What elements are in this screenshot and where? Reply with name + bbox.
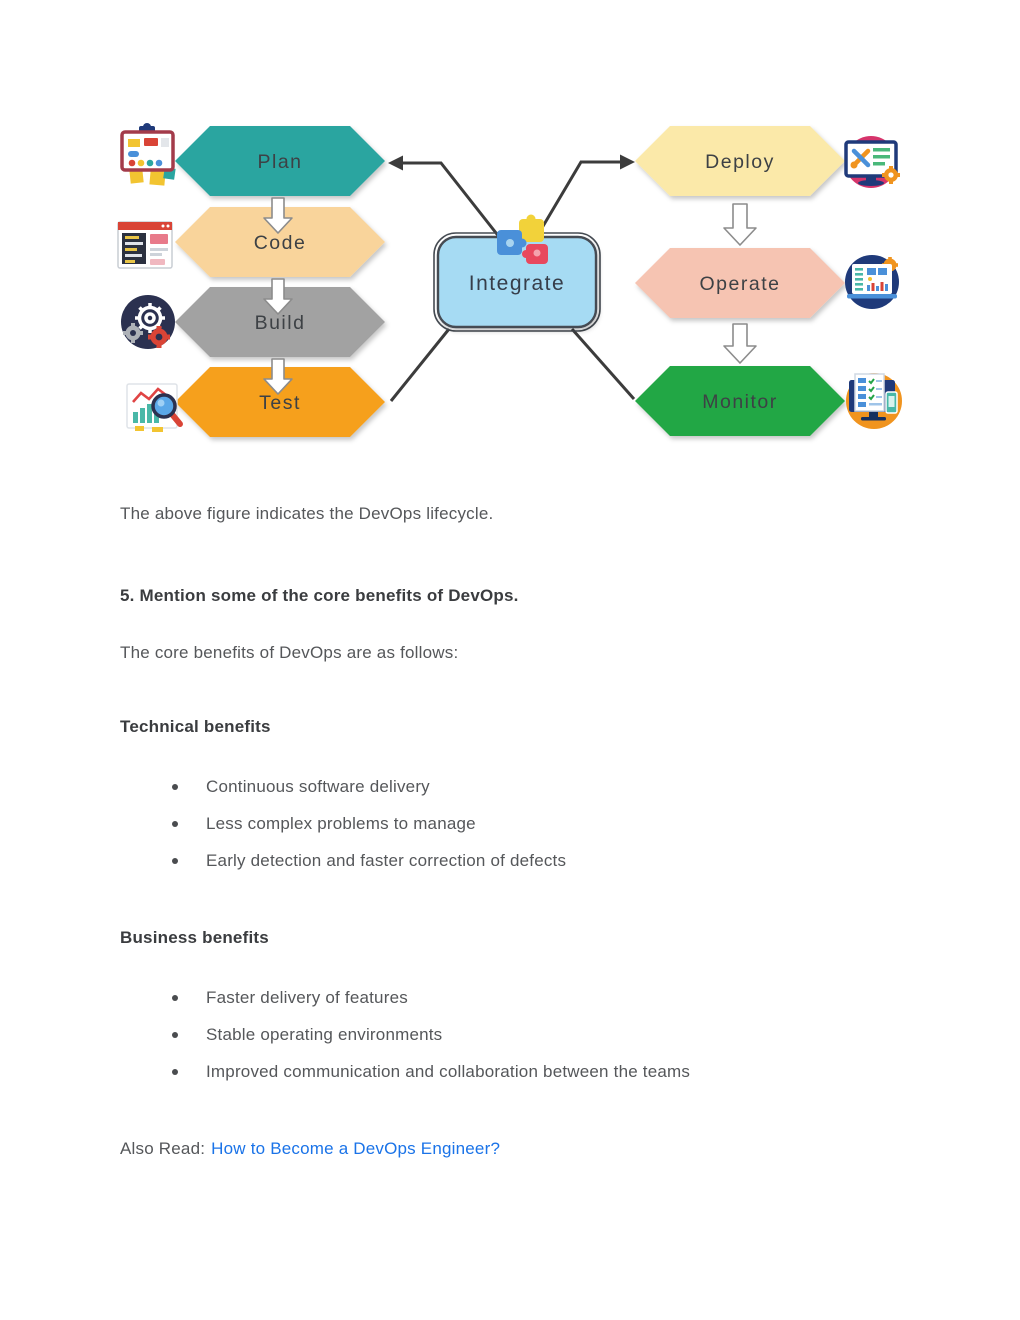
bullet-text: Stable operating environments [206, 1025, 443, 1044]
label-test: Test [259, 392, 301, 414]
business-benefits-list [172, 988, 690, 1099]
bullet-dot [172, 784, 178, 790]
gears-icon [121, 295, 175, 349]
question-heading: 5. Mention some of the core benefits of DevOps. [120, 586, 519, 605]
list-item [172, 1062, 690, 1082]
bullet-dot [172, 858, 178, 864]
label-build: Build [254, 312, 306, 334]
code-editor-icon [118, 222, 172, 268]
label-monitor: Monitor [702, 391, 778, 413]
technical-benefits-heading: Technical benefits [120, 717, 271, 736]
intro-paragraph: The core benefits of DevOps are as follows: [120, 643, 459, 662]
technical-benefits-list [172, 777, 566, 888]
label-deploy: Deploy [705, 151, 775, 173]
also-read-line [120, 1139, 500, 1159]
bullet-text: Improved communication and collaboration between the teams [206, 1062, 691, 1081]
monitor-checklist-icon [846, 373, 902, 429]
connector-integrate-to-test [391, 329, 449, 401]
label-plan: Plan [257, 151, 303, 173]
connector-integrate-to-plan [398, 163, 500, 238]
label-code: Code [253, 232, 307, 254]
figure-caption: The above figure indicates the DevOps lifecycle. [120, 504, 494, 523]
list-item [172, 1025, 690, 1045]
devops-engineer-link[interactable]: How to Become a DevOps Engineer? [211, 1139, 501, 1158]
bullet-dot [172, 821, 178, 827]
list-item [172, 851, 566, 871]
devops-lifecycle-diagram [0, 0, 1020, 470]
bullet-dot [172, 995, 178, 1001]
planning-board-icon [122, 123, 176, 186]
connector-integrate-to-deploy [536, 162, 625, 238]
list-item [172, 777, 566, 797]
connector-integrate-to-monitor [572, 329, 634, 399]
business-benefits-heading: Business benefits [120, 928, 269, 947]
deploy-tools-icon [845, 136, 900, 188]
list-item [172, 988, 690, 1008]
operate-dashboard-icon [845, 255, 899, 309]
arrowhead-to-plan [388, 156, 403, 171]
list-item [172, 814, 566, 834]
bullet-dot [172, 1032, 178, 1038]
label-integrate: Integrate [468, 272, 566, 295]
test-analysis-icon [127, 384, 180, 432]
bullet-text: Faster delivery of features [206, 988, 408, 1007]
down-arrow-deploy-operate [724, 204, 756, 245]
bullet-dot [172, 1069, 178, 1075]
label-operate: Operate [699, 273, 781, 295]
also-read-prefix: Also Read: [120, 1139, 206, 1158]
bullet-text: Early detection and faster correction of defects [206, 851, 567, 870]
bullet-text: Less complex problems to manage [206, 814, 476, 833]
down-arrow-operate-monitor [724, 324, 756, 363]
arrowhead-to-deploy [620, 155, 635, 170]
bullet-text: Continuous software delivery [206, 777, 430, 796]
